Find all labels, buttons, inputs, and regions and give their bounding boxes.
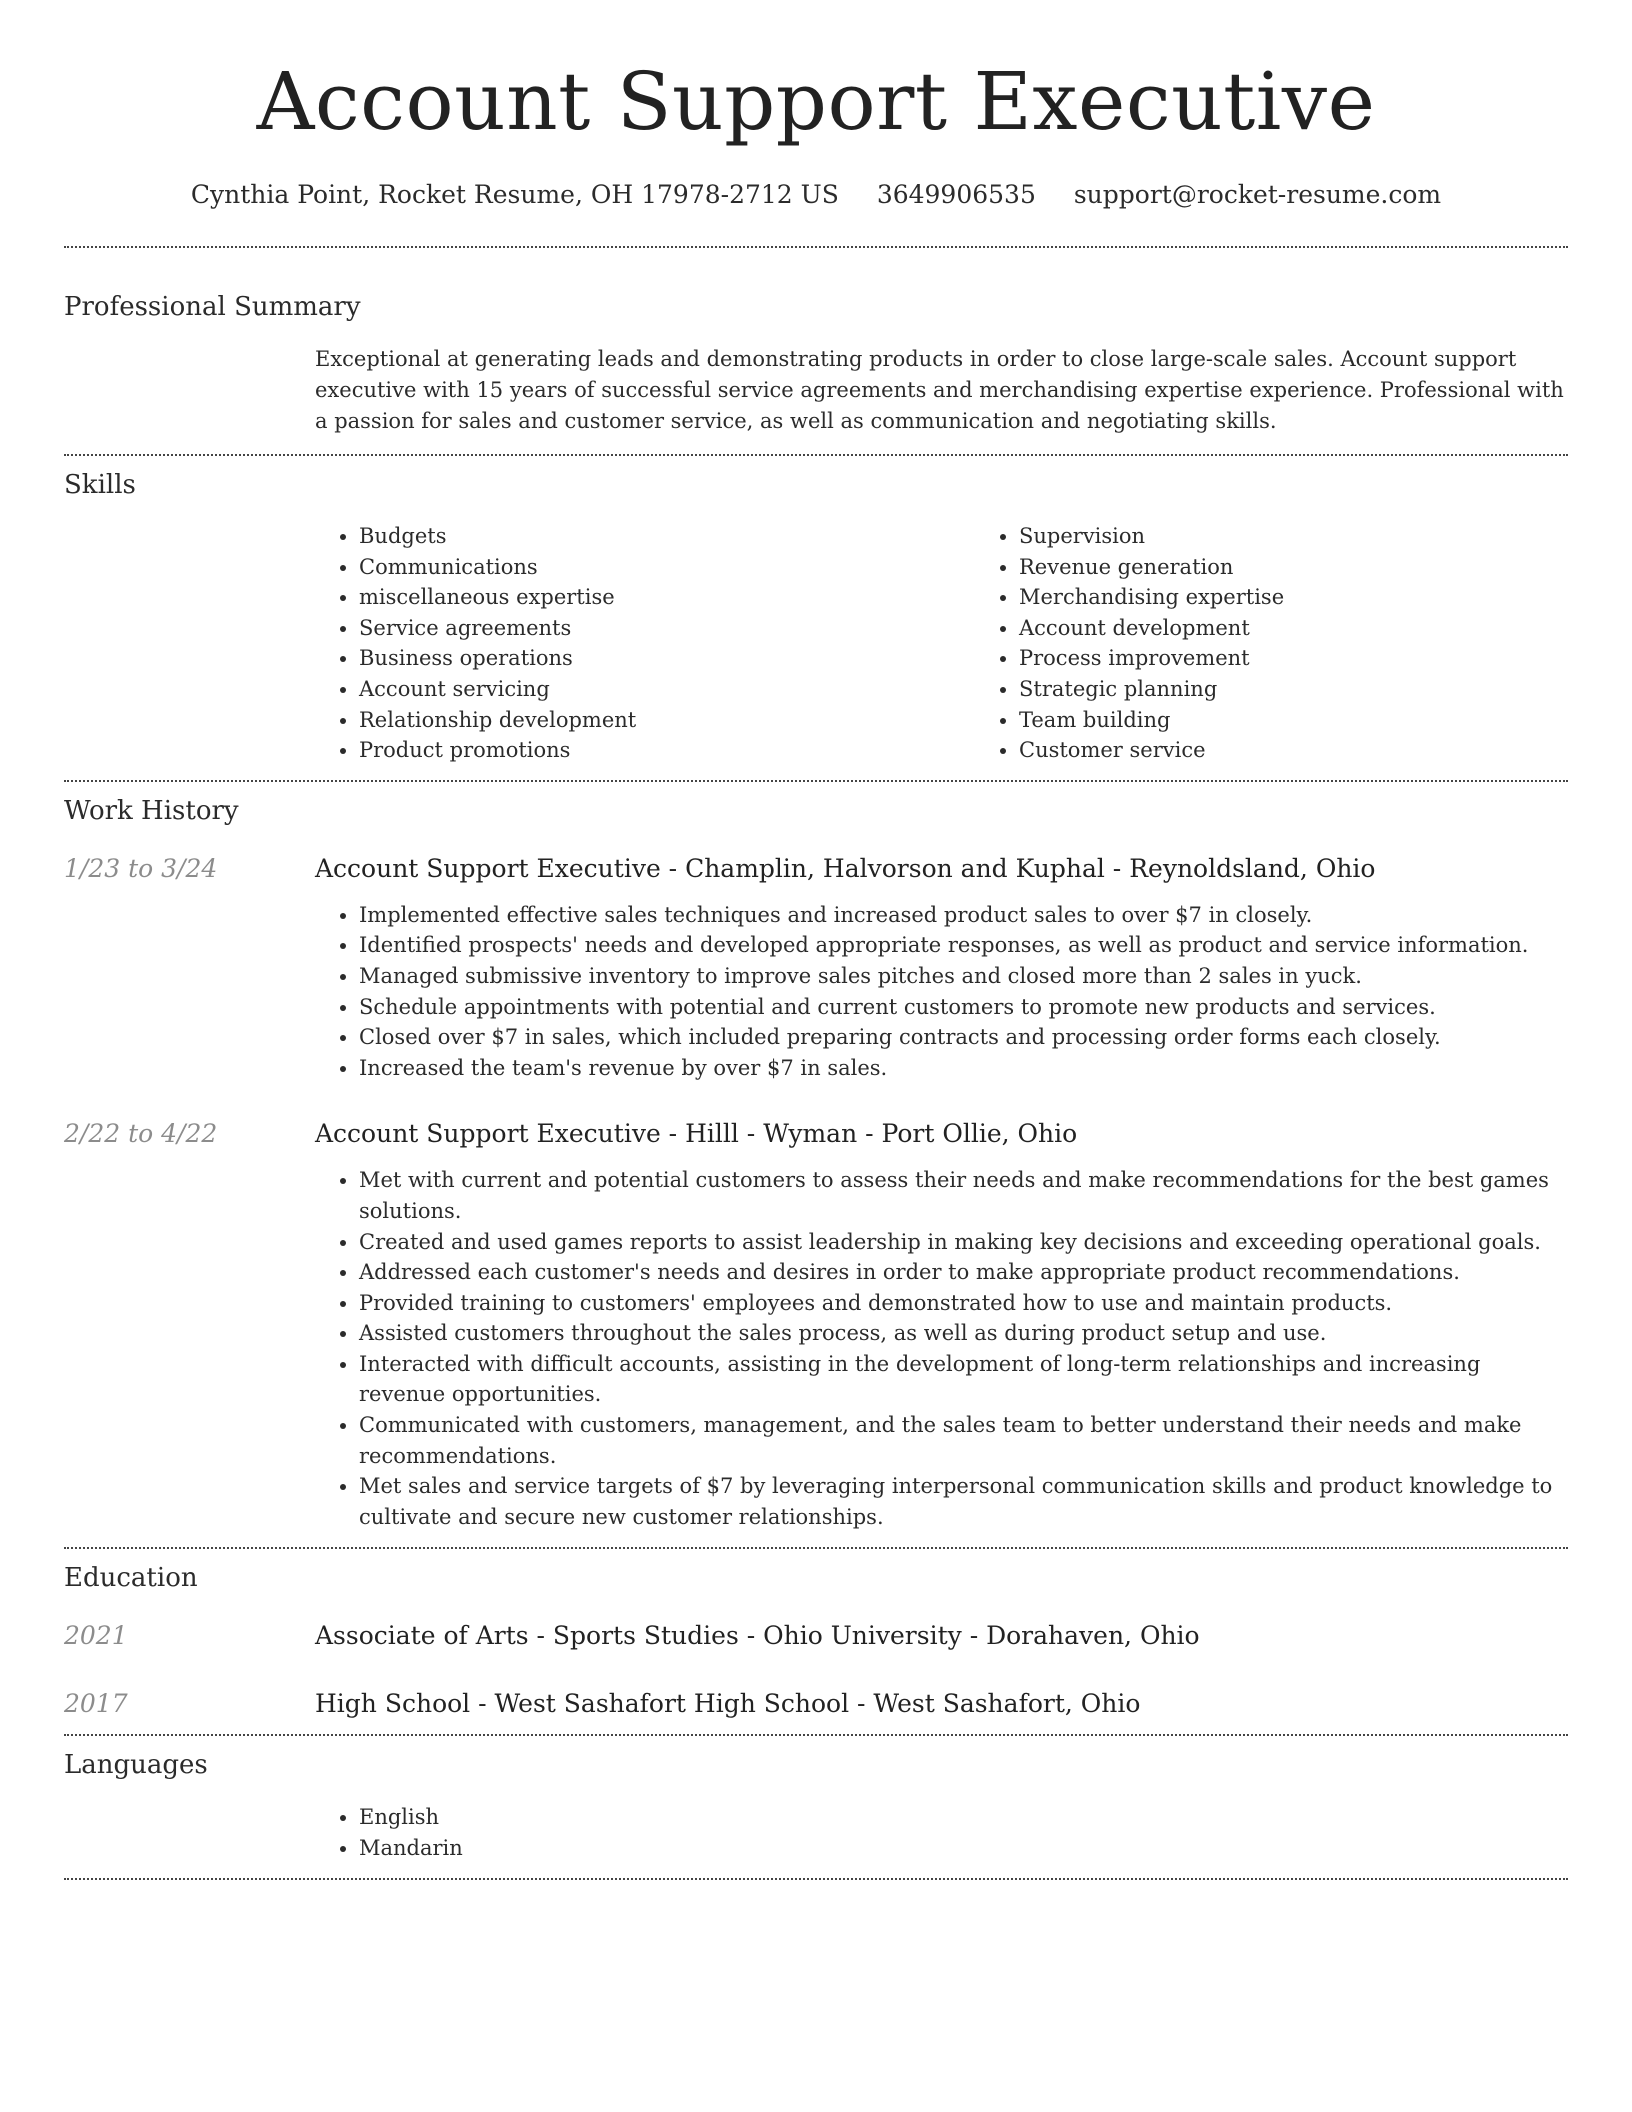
list-item: • Business operations xyxy=(359,643,975,674)
list-item: • Budgets xyxy=(359,521,975,552)
candidate-title: Account Support Executive xyxy=(256,55,1376,148)
list-item: • Merchandising expertise xyxy=(1019,582,1632,613)
list-item: • Team building xyxy=(1019,705,1632,736)
languages-list xyxy=(315,1802,1568,1863)
list-item: • Interacted with difficult accounts, assisting in the development of long-term relationships and increasing revenue opportunities. xyxy=(359,1349,1568,1410)
list-item: • Customer service xyxy=(1019,735,1632,766)
list-item: • Increased the team's revenue by over $7 in sales. xyxy=(359,1053,1568,1084)
contact-email: support@rocket-resume.com xyxy=(1073,180,1442,209)
languages-title: Languages xyxy=(64,1750,208,1781)
list-item: • Met with current and potential customers to assess their needs and make recommendations for the best games solutions. xyxy=(359,1165,1568,1226)
list-item: • Assisted customers throughout the sales process, as well as during product setup and use. xyxy=(359,1318,1568,1349)
list-item: • Closed over $7 in sales, which included preparing contracts and processing order forms each closely. xyxy=(359,1022,1568,1053)
list-item: • Communicated with customers, management, and the sales team to better understand their needs and make recommendations. xyxy=(359,1410,1568,1471)
skills-section xyxy=(64,456,1568,780)
list-item: • Relationship development xyxy=(359,705,975,736)
education-title: Education xyxy=(64,1563,198,1594)
list-item: • Implemented effective sales techniques and increased product sales to over $7 in closely. xyxy=(359,900,1568,931)
job-entry xyxy=(64,1117,1568,1532)
contact-phone: 3649906535 xyxy=(876,180,1036,209)
list-item: • English xyxy=(359,1802,1568,1833)
contact-address: Cynthia Point, Rocket Resume, OH 17978-2712 US xyxy=(190,180,839,209)
list-item: • Addressed each customer's needs and desires in order to make appropriate product recommendations. xyxy=(359,1257,1568,1288)
list-item: • Account development xyxy=(1019,613,1632,644)
list-item: • Communications xyxy=(359,552,975,583)
education-section xyxy=(64,1549,1568,1734)
list-item: • Mandarin xyxy=(359,1833,1568,1864)
job-bullets xyxy=(315,1165,1568,1532)
job-entry xyxy=(64,852,1568,1084)
education-year: 2017 xyxy=(64,1689,128,1719)
education-entry: High School - West Sashafort High School - West Sashafort, Ohio xyxy=(315,1689,1141,1719)
list-item: • Process improvement xyxy=(1019,643,1632,674)
languages-section xyxy=(64,1736,1568,1877)
list-item: • Created and used games reports to assist leadership in making key decisions and exceeding operational goals. xyxy=(359,1227,1568,1258)
education-entry: Associate of Arts - Sports Studies - Ohio University - Dorahaven, Ohio xyxy=(315,1621,1200,1651)
job-dates: 1/23 to 3/24 xyxy=(64,853,218,883)
list-item: • Provided training to customers' employees and demonstrated how to use and maintain products. xyxy=(359,1288,1568,1319)
summary-section xyxy=(64,248,1568,454)
list-item: • Revenue generation xyxy=(1019,552,1632,583)
summary-text: Exceptional at generating leads and demonstrating products in order to close large-scale sales. Account support executive with 15 years of successful service agreements and merchandising expertise experience. Professional with a passion for sales and customer service, as well as communication and negotiating skills. xyxy=(315,347,1564,433)
list-item: • Schedule appointments with potential and current customers to promote new products and services. xyxy=(359,992,1568,1023)
resume-header xyxy=(64,0,1568,212)
job-bullets xyxy=(315,900,1568,1084)
list-item: • Identified prospects' needs and developed appropriate responses, as well as product and service information. xyxy=(359,930,1568,961)
list-item: • Service agreements xyxy=(359,613,975,644)
summary-title: Professional Summary xyxy=(64,292,361,322)
skills-title: Skills xyxy=(64,470,136,500)
education-year: 2021 xyxy=(64,1621,128,1651)
skills-list-left xyxy=(315,521,975,766)
list-item: • Managed submissive inventory to improve sales pitches and closed more than 2 sales in yuck. xyxy=(359,961,1568,992)
work-section xyxy=(64,782,1568,1548)
skills-list-right xyxy=(975,521,1632,766)
job-dates: 2/22 to 4/22 xyxy=(64,1119,218,1149)
job-heading: Account Support Executive - Champlin, Halvorson and Kuphal - Reynoldsland, Ohio xyxy=(315,853,1376,883)
contact-line xyxy=(64,178,1568,212)
list-item: • Met sales and service targets of $7 by leveraging interpersonal communication skills and product knowledge to cultivate and secure new customer relationships. xyxy=(359,1471,1568,1532)
job-heading: Account Support Executive - Hilll - Wyman - Port Ollie, Ohio xyxy=(315,1119,1078,1149)
list-item: • Strategic planning xyxy=(1019,674,1632,705)
work-title: Work History xyxy=(64,795,239,826)
list-item: • Account servicing xyxy=(359,674,975,705)
list-item: • Supervision xyxy=(1019,521,1632,552)
divider xyxy=(64,1878,1568,1880)
list-item: • Product promotions xyxy=(359,735,975,766)
list-item: • miscellaneous expertise xyxy=(359,582,975,613)
